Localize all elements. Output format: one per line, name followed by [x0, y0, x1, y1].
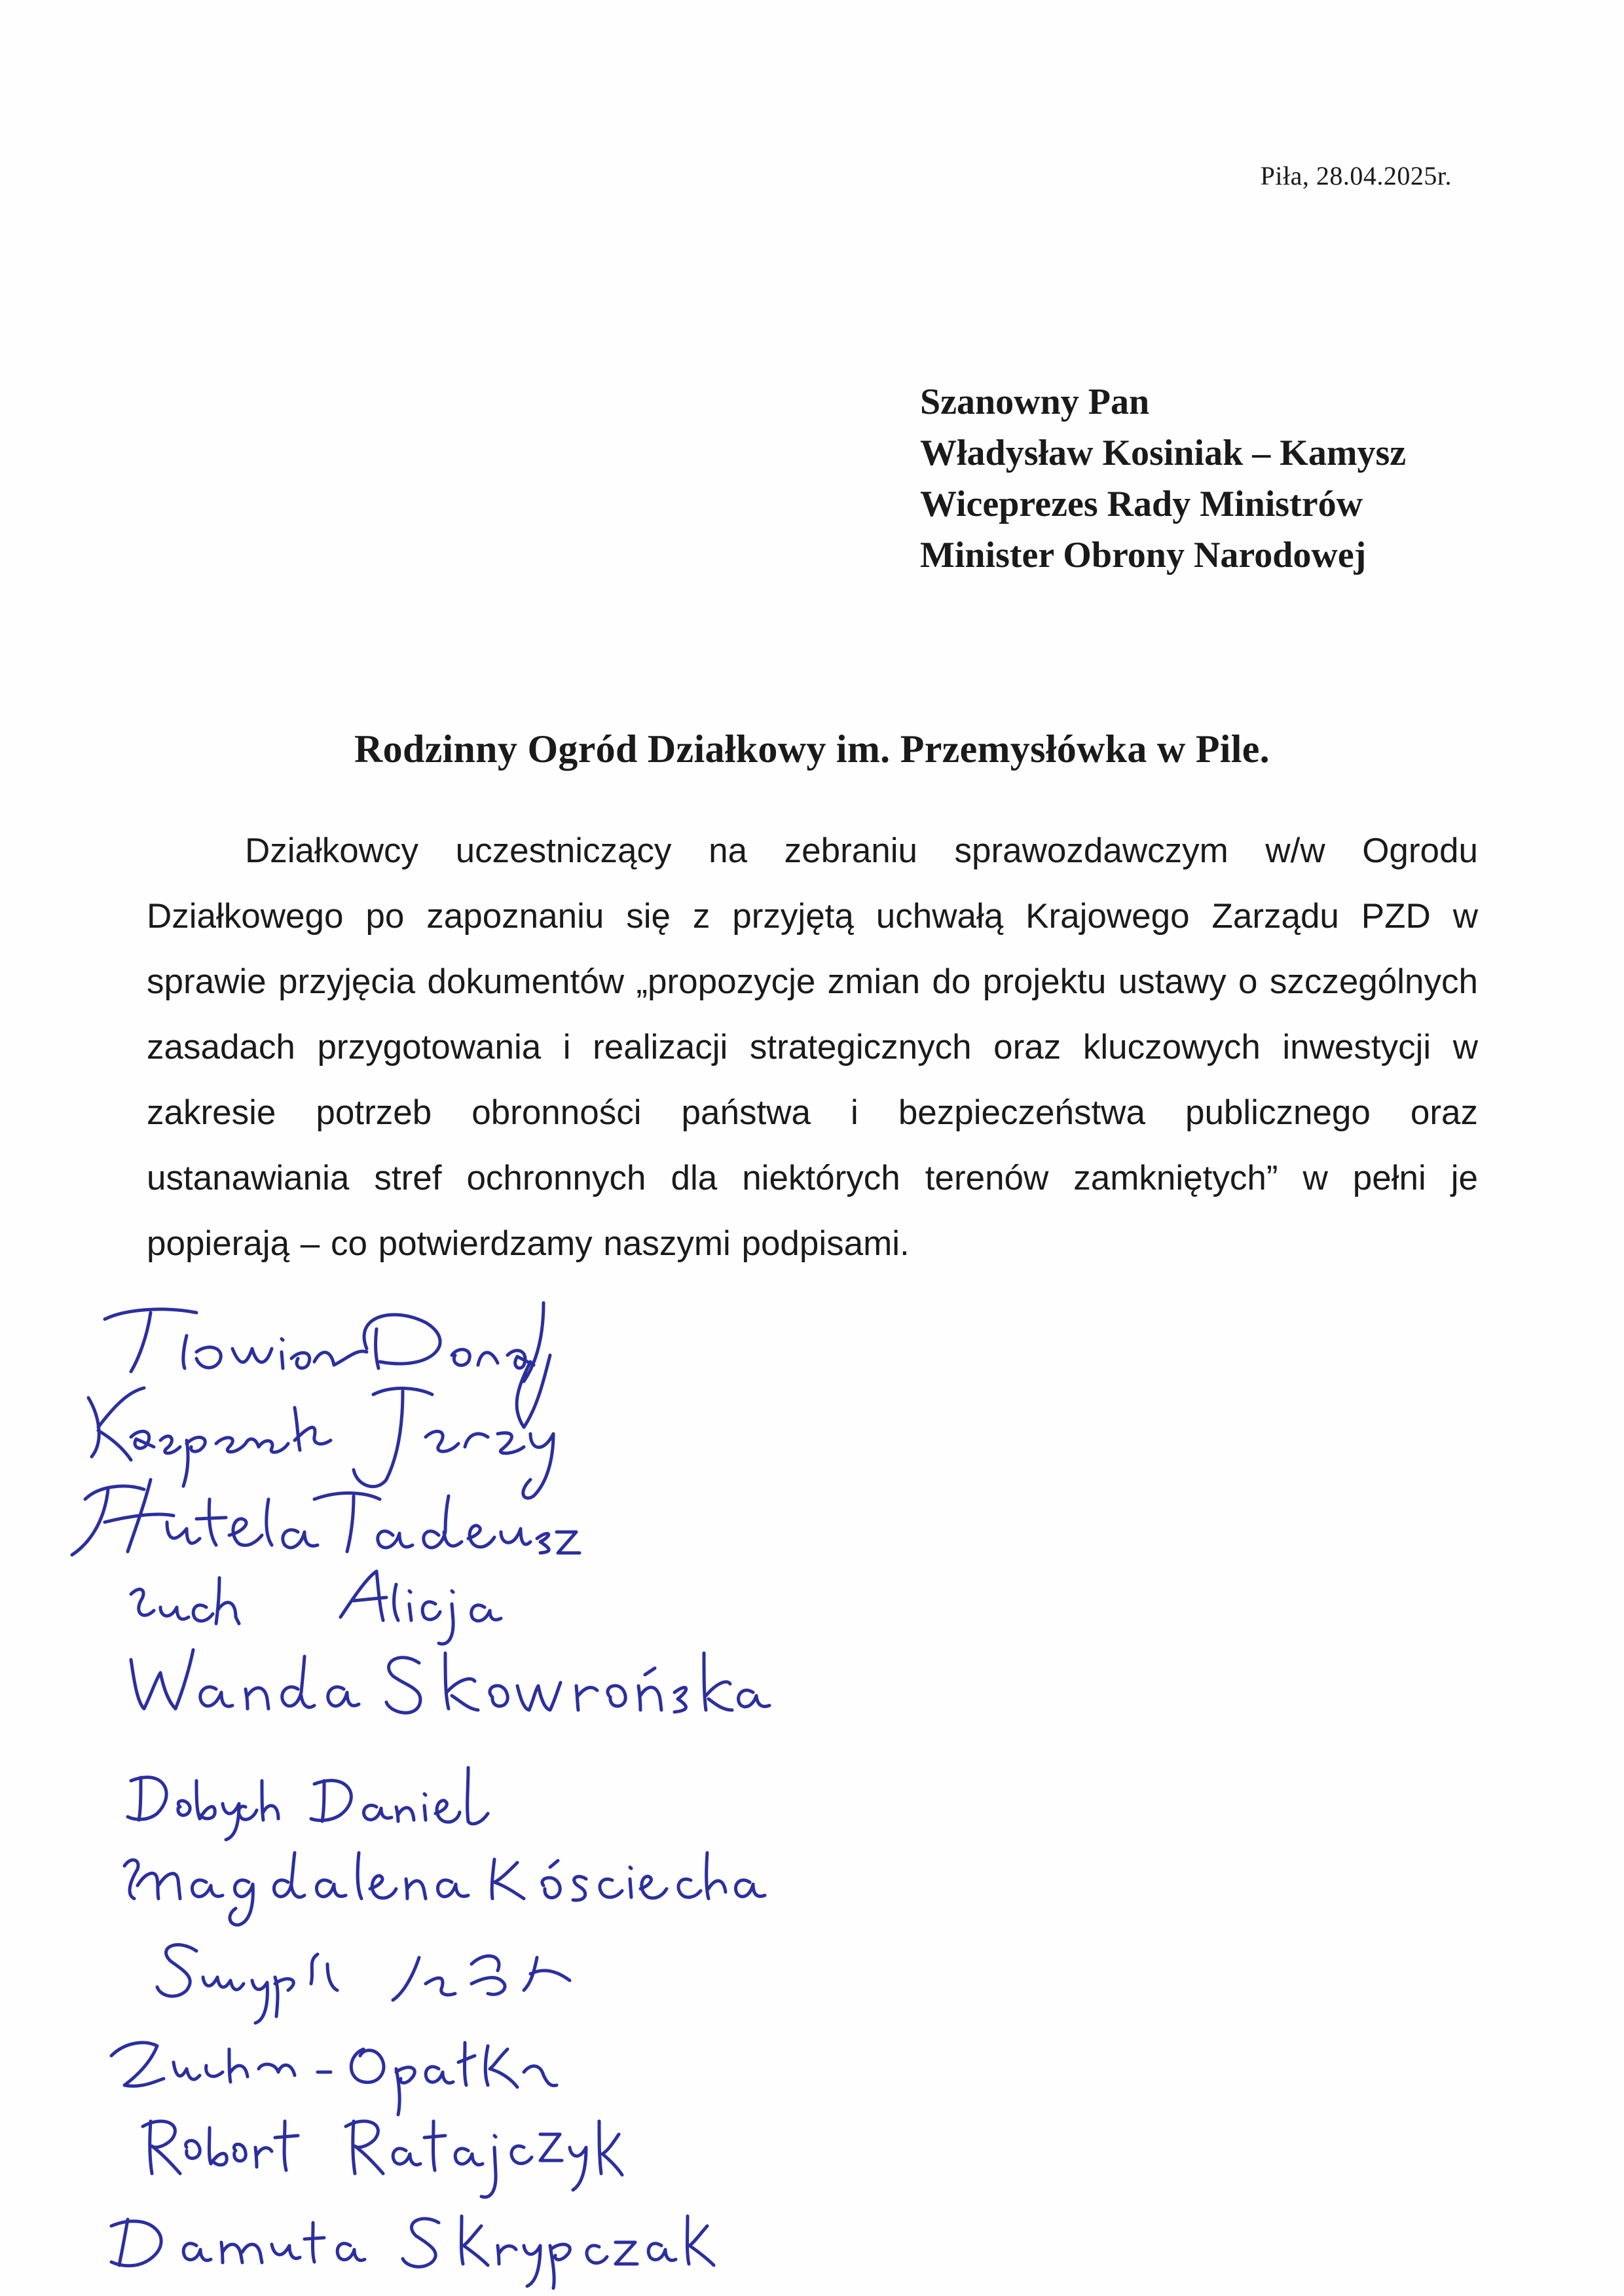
recipient-title-2: Minister Obrony Narodowej — [920, 535, 1367, 575]
letter-heading: Rodzinny Ogród Działkowy im. Przemysłówka w Pile. — [354, 727, 1270, 771]
signature-8 — [157, 1945, 570, 2023]
signature-11 — [111, 2216, 714, 2288]
signature-5 — [131, 1650, 769, 1713]
signature-3 — [72, 1480, 580, 1555]
signature-6 — [128, 1768, 488, 1840]
signature-10 — [143, 2121, 622, 2197]
signature-1 — [105, 1303, 550, 1427]
signature-4 — [131, 1571, 501, 1644]
letter-body: Działkowcy uczestniczący na zebraniu sprawozdawczym w/w Ogrodu Działkowego po zapoznaniu się z przyjętą uchwałą Krajowego Zarządu PZD w sprawie przyjęcia dokumentów „propozycje zmian do projektu ustawy o szczególnych zasadach przygotowania i realizacji strategicznych oraz kluczowych inwestycji w zakresie potrzeb obronności państwa i bezpieczeństwa publicznego oraz ustanawiania stref ochronnych dla niektórych terenów zamkniętych” w pełni je popierają – co potwierdzamy naszymi podpisami. — [147, 831, 1478, 1263]
recipient-salutation: Szanowny Pan — [920, 382, 1150, 422]
recipient-title-1: Wiceprezes Rady Ministrów — [920, 484, 1363, 524]
recipient-name: Władysław Kosiniak – Kamysz — [920, 433, 1407, 473]
signature-2 — [88, 1388, 553, 1498]
signature-9 — [111, 2043, 557, 2115]
signature-7 — [124, 1853, 765, 1925]
date-line: Piła, 28.04.2025r. — [1260, 161, 1452, 191]
recipient-block — [920, 376, 1406, 581]
